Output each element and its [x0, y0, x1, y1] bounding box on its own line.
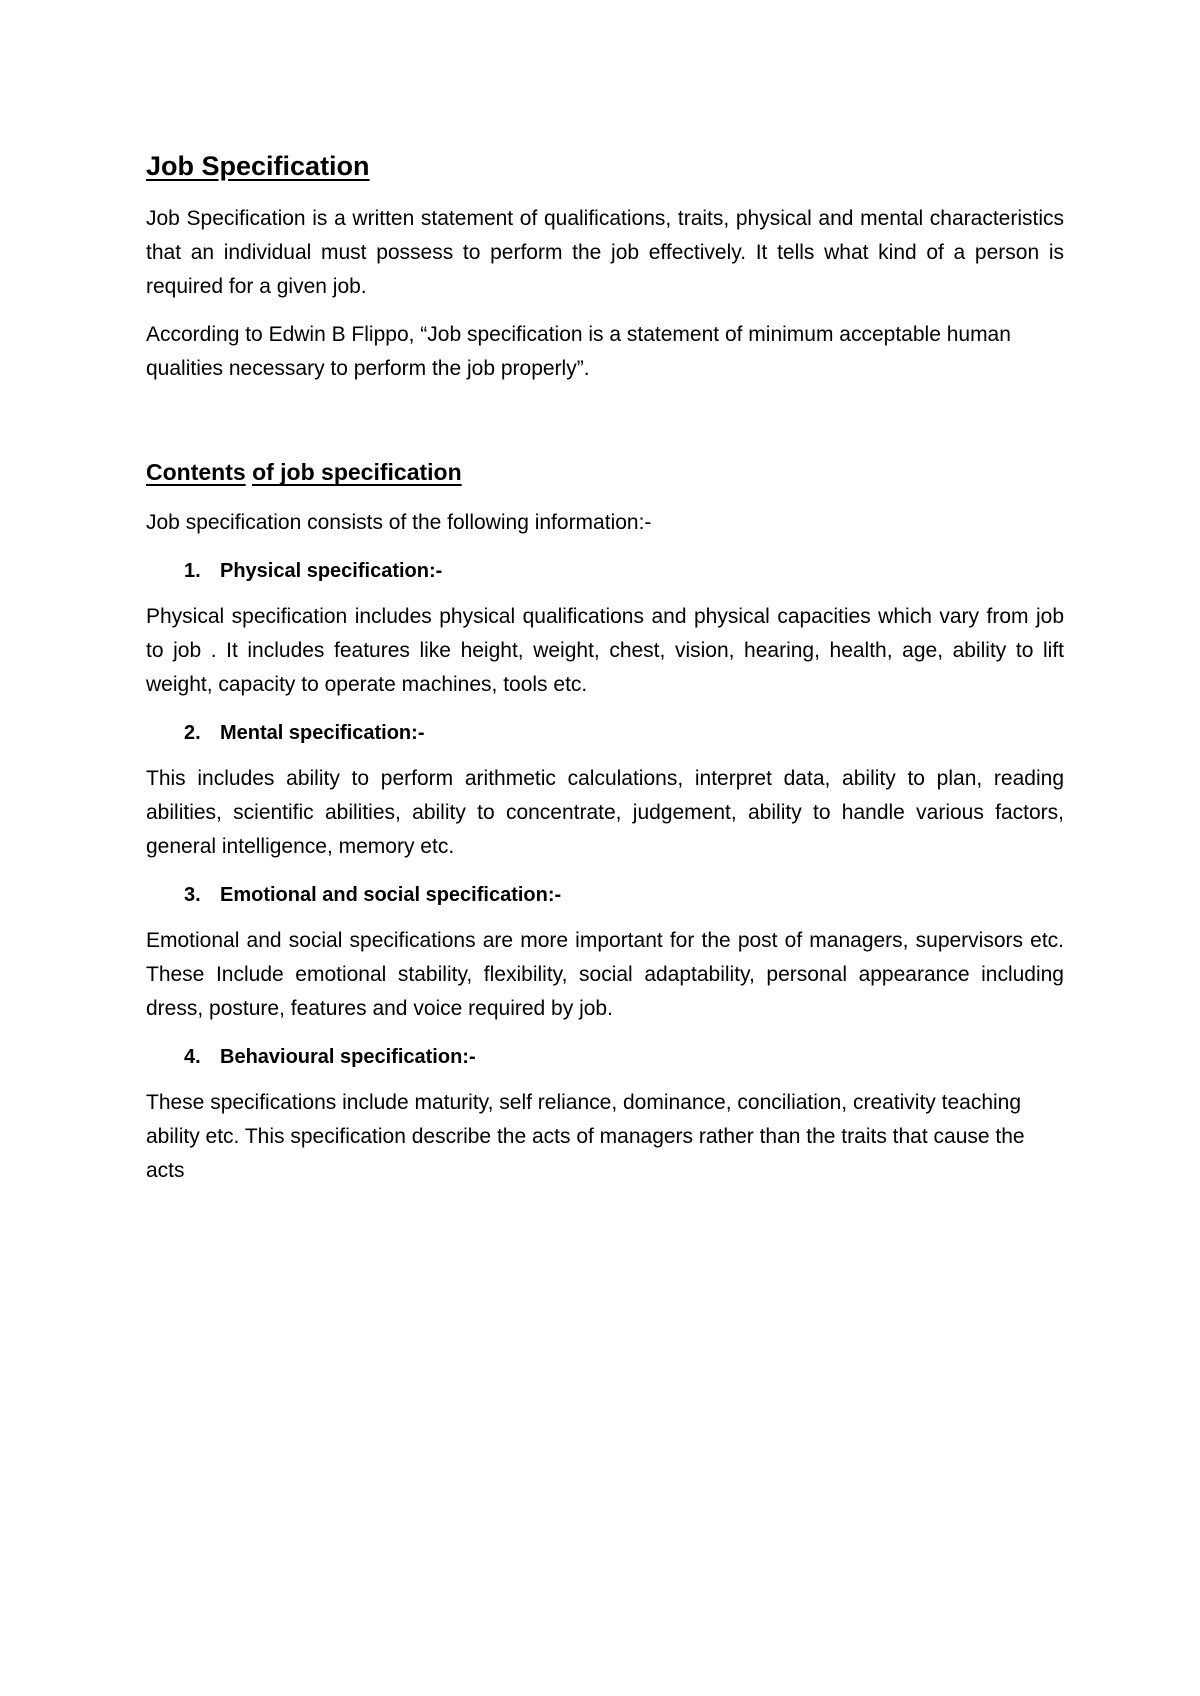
mental-specification-text: This includes ability to perform arithmetic calculations, interpret data, ability to plan, reading abilities, scientific abilities, ability to concentrate, judgement, ability to handle various factors, general intelligence, memory etc.: [146, 767, 1064, 859]
list-item-heading-text: Mental specification:-: [220, 722, 425, 745]
behavioural-specification-text: These specifications include maturity, self reliance, dominance, conciliation, creativity teaching ability etc. This specification describe the acts of managers rather than the traits that cause the acts: [146, 1091, 1025, 1183]
document-body: [146, 150, 1064, 1202]
emotional-social-specification-text: Emotional and social specifications are more important for the post of managers, supervisors etc. These Include emotional stability, flexibility, social adaptability, personal appearance including dress, posture, features and voice required by job.: [146, 929, 1064, 1021]
list-item-number: 2.: [184, 722, 201, 745]
list-item-number: 1.: [184, 560, 201, 583]
list-item-heading-physical: [146, 554, 1064, 588]
list-item-heading-emotional-social: [146, 878, 1064, 912]
list-item-heading-text: Behavioural specification:-: [220, 1046, 476, 1069]
list-item-number: 4.: [184, 1046, 201, 1069]
contents-heading-part1: Contents: [146, 459, 246, 486]
page-title: Job Specification: [146, 151, 370, 181]
list-item-heading-text: Emotional and social specification:-: [220, 884, 562, 907]
list-item-heading-behavioural: [146, 1040, 1064, 1074]
contents-heading: [146, 458, 1064, 488]
physical-specification-text: Physical specification includes physical qualifications and physical capacities which vary from job to job . It includes features like height, weight, chest, vision, hearing, health, age, ability to lift weight, capacity to operate machines, tools etc.: [146, 605, 1064, 697]
contents-lead: Job specification consists of the following information:-: [146, 511, 652, 535]
list-item-heading-mental: [146, 716, 1064, 750]
list-item-heading-text: Physical specification:-: [220, 560, 443, 583]
section-spacer: [146, 400, 1064, 458]
list-item-number: 3.: [184, 884, 201, 907]
contents-heading-part2: of job specification: [252, 459, 462, 486]
intro-paragraph: Job Specification is a written statement of qualifications, traits, physical and mental characteristics that an individual must possess to perform the job effectively. It tells what kind of a person is required for a given job.: [146, 207, 1064, 299]
flippo-quote-paragraph: According to Edwin B Flippo, “Job specification is a statement of minimum acceptable human qualities necessary to perform the job properly”.: [146, 323, 1011, 381]
